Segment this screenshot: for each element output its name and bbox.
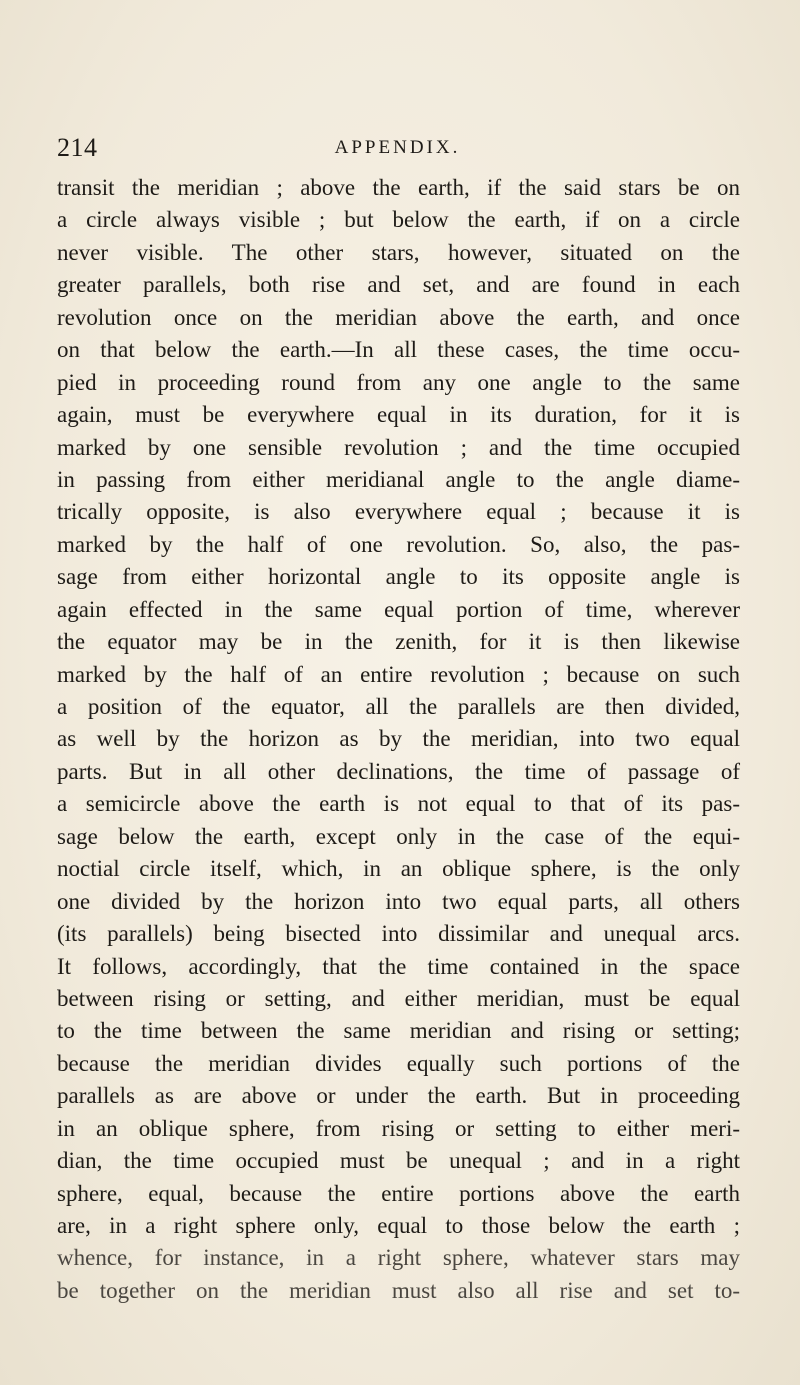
text-line: sage below the earth, except only in the case of the equi- [57,823,740,849]
text-line: never visible. The other stars, however, situated on the [57,239,740,265]
text-line: sphere, equal, because the entire portions above the earth [57,1180,740,1206]
page-header [57,133,738,163]
text-line: one divided by the horizon into two equal parts, all others [57,888,740,914]
text-line: parts. But in all other declinations, the time of passage of [57,758,740,784]
text-line: noctial circle itself, which, in an oblique sphere, is the only [57,856,740,882]
text-line: on that below the earth.—In all these cases, the time occu- [57,337,740,363]
text-line: in an oblique sphere, from rising or setting to either meri- [57,1115,740,1141]
text-line: be together on the meridian must also all rise and set to- [57,1277,740,1303]
page-number: 214 [57,133,98,162]
text-line: dian, the time occupied must be unequal ; and in a right [57,1148,740,1174]
text-line: again effected in the same equal portion of time, wherever [57,596,740,622]
text-line: whence, for instance, in a right sphere, whatever stars may [57,1245,740,1271]
text-line: marked by the half of an entire revolution ; because on such [57,661,740,687]
text-line: are, in a right sphere only, equal to those below the earth ; [57,1213,740,1238]
running-head: APPENDIX. [334,137,461,158]
text-line: to the time between the same meridian and rising or setting; [57,1018,740,1044]
text-line: a semicircle above the earth is not equal to that of its pas- [57,791,740,817]
text-line: revolution once on the meridian above the earth, and once [57,304,740,330]
body-text [57,172,740,1307]
text-line: a position of the equator, all the parallels are then divided, [57,694,740,719]
text-line: transit the meridian ; above the earth, if the said stars be on [57,175,740,200]
text-line: sage from either horizontal angle to its opposite angle is [57,564,740,590]
text-line: greater parallels, both rise and set, and are found in each [57,272,740,298]
text-line: again, must be everywhere equal in its duration, for it is [57,402,740,428]
text-line: marked by one sensible revolution ; and the time occupied [57,434,740,460]
text-line: a circle always visible ; but below the earth, if on a circle [57,207,740,233]
text-line: because the meridian divides equally such portions of the [57,1050,740,1076]
text-line: It follows, accordingly, that the time contained in the space [57,953,740,979]
text-line: between rising or setting, and either meridian, must be equal [57,985,740,1011]
text-line: trically opposite, is also everywhere equal ; because it is [57,499,740,525]
text-line: in passing from either meridianal angle to the angle diame- [57,466,740,492]
text-line: marked by the half of one revolution. So, also, the pas- [57,531,740,557]
text-line: pied in proceeding round from any one angle to the same [57,369,740,395]
text-line: the equator may be in the zenith, for it is then likewise [57,629,740,655]
text-line: (its parallels) being bisected into dissimilar and unequal arcs. [57,921,740,947]
text-line: parallels as are above or under the earth. But in proceeding [57,1083,740,1109]
text-line: as well by the horizon as by the meridian, into two equal [57,726,740,752]
